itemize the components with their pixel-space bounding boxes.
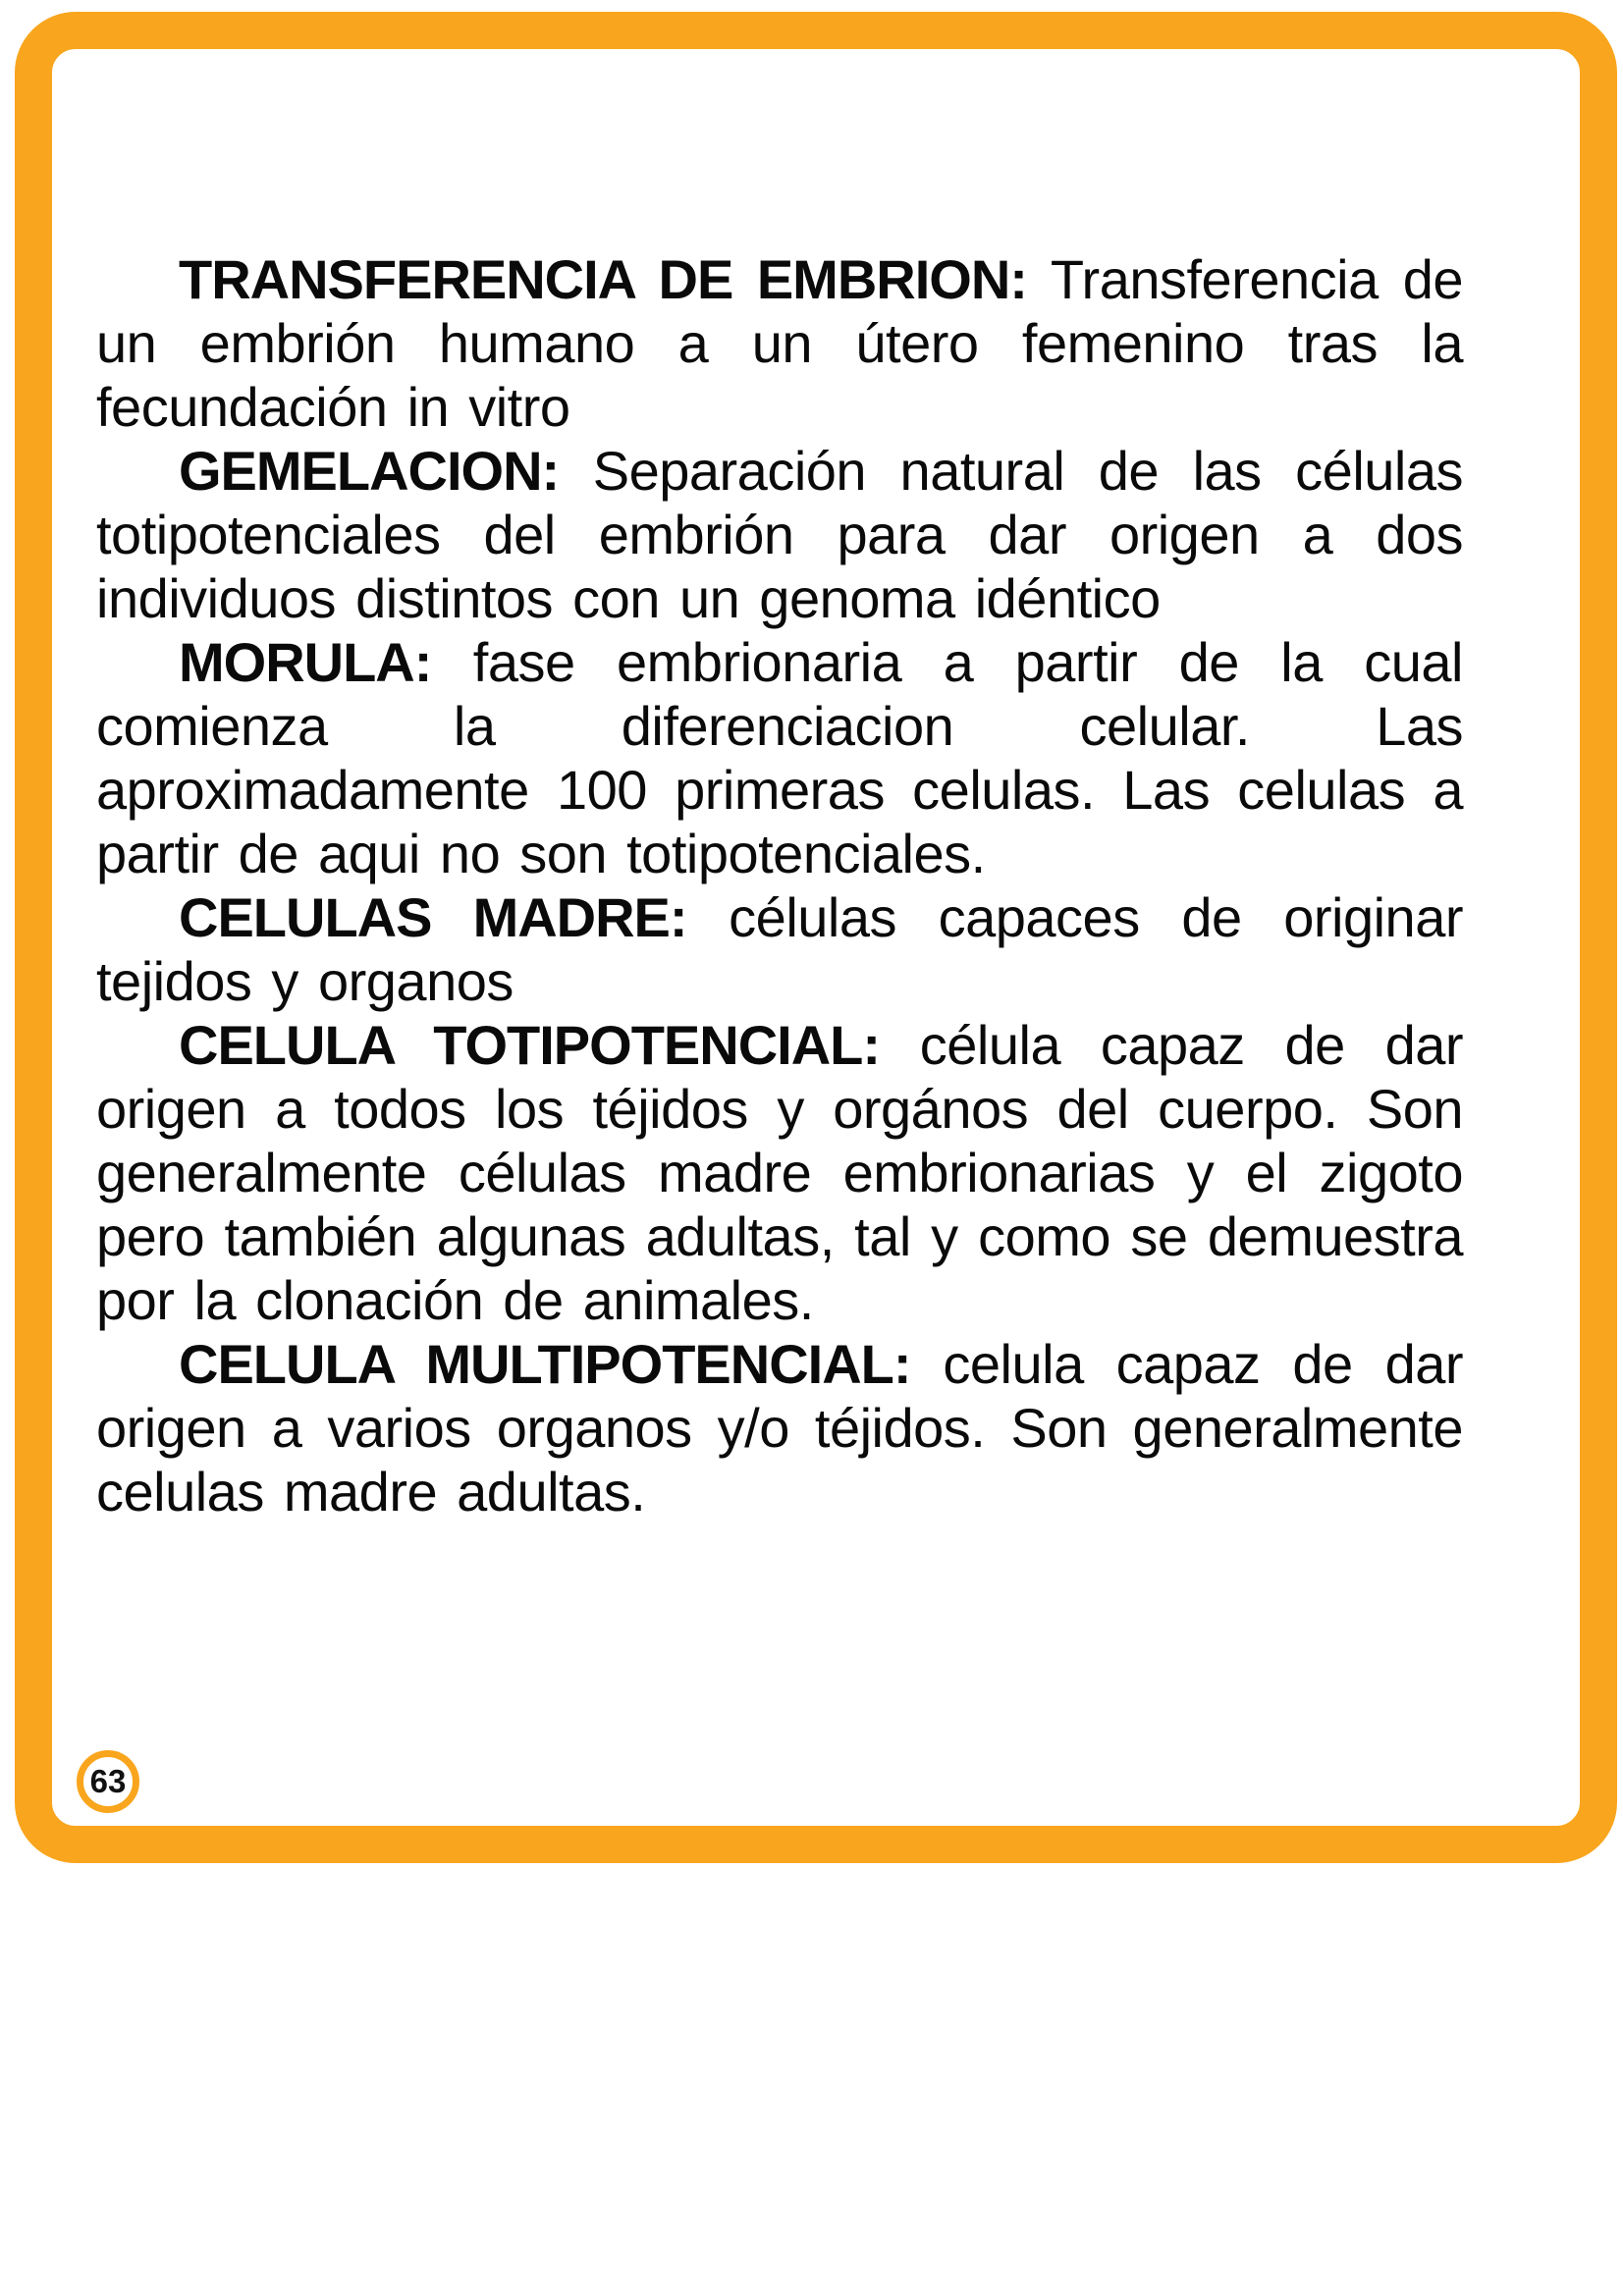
glossary-text-block bbox=[96, 247, 1463, 1523]
glossary-term: MORULA: bbox=[179, 631, 432, 693]
glossary-entry bbox=[96, 1013, 1463, 1332]
glossary-entry bbox=[96, 439, 1463, 630]
glossary-term: GEMELACION: bbox=[179, 440, 560, 502]
glossary-definition: células capaces de originar tejidos y organos bbox=[96, 886, 1463, 1012]
glossary-term: CELULAS MADRE: bbox=[179, 886, 687, 948]
page-number: 63 bbox=[89, 1763, 127, 1799]
glossary-entry bbox=[96, 1332, 1463, 1523]
glossary-term: CELULA TOTIPOTENCIAL: bbox=[179, 1014, 880, 1076]
glossary-definition: Transferencia de un embrión humano a un útero femenino tras la fecundación in vitro bbox=[96, 248, 1464, 438]
glossary-entry bbox=[96, 885, 1463, 1013]
glossary-definition: celula capaz de dar origen a varios organos y/o téjidos. Son generalmente celulas madre adultas. bbox=[96, 1333, 1464, 1522]
glossary-term: TRANSFERENCIA DE EMBRION: bbox=[179, 248, 1027, 310]
glossary-entry bbox=[96, 247, 1463, 439]
glossary-entry bbox=[96, 630, 1463, 885]
glossary-term: CELULA MULTIPOTENCIAL: bbox=[179, 1333, 911, 1395]
glossary-definition: Separación natural de las células totipotenciales del embrión para dar origen a dos individuos distintos con un genoma idéntico bbox=[96, 440, 1463, 629]
page-number-badge bbox=[77, 1750, 139, 1813]
glossary-definition: fase embrionaria a partir de la cual comienza la diferenciacion celular. Las aproximadamente 100 primeras celulas. Las celulas a partir de aqui no son totipotenciales. bbox=[96, 631, 1463, 884]
glossary-definition: célula capaz de dar origen a todos los téjidos y orgános del cuerpo. Son generalmente células madre embrionarias y el zigoto pero también algunas adultas, tal y como se demuestra por la clonación de animales. bbox=[96, 1014, 1464, 1331]
